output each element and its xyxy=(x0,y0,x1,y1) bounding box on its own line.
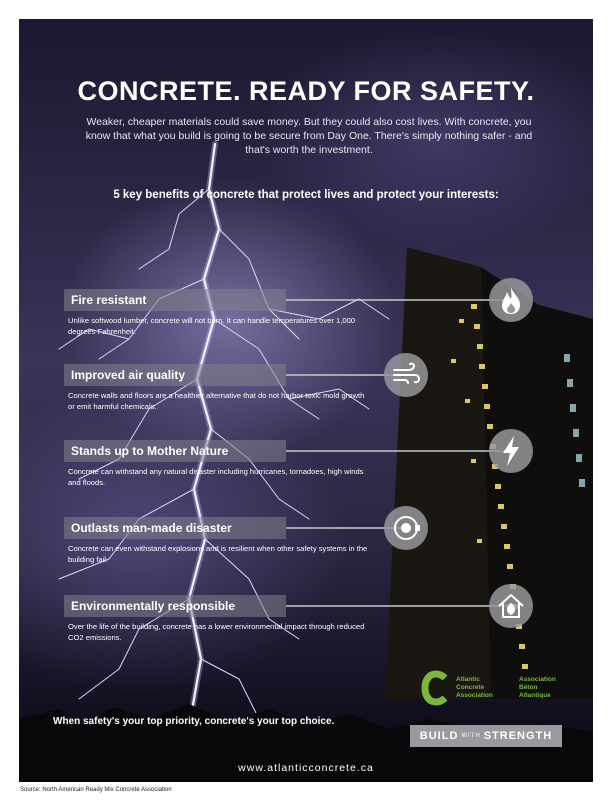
benefit-description: Over the life of the building, concrete has a lower environmental impact through reduced CO2 emissions. xyxy=(68,622,365,642)
connector-line xyxy=(286,299,514,301)
build-with-strength-badge: BUILD WITH STRENGTH xyxy=(410,725,562,747)
atlantic-concrete-logo xyxy=(421,667,571,712)
wind-icon xyxy=(384,353,428,397)
sprinkler-icon xyxy=(384,506,428,550)
benefit-title: Outlasts man-made disaster xyxy=(71,521,232,535)
benefit-title: Improved air quality xyxy=(71,368,186,382)
benefit-description: Concrete can even withstand explosions and is resilient when other safety systems in the building fail. xyxy=(68,544,368,564)
benefit-description: Concrete can withstand any natural disaster including hurricanes, tornadoes, high winds and floods. xyxy=(68,467,364,487)
benefit-description: Concrete walls and floors are a healthier alternative that do not harbor toxic mold growth or emit harmful chemicals. xyxy=(68,391,365,411)
benefit-title: Stands up to Mother Nature xyxy=(71,444,229,458)
benefit-description: Unlike softwood lumber, concrete will not burn. It can handle temperatures over 1,000 degrees Fahrenheit. xyxy=(68,316,356,336)
poster xyxy=(19,19,593,782)
logo-french-name: Association Béton Atlantique xyxy=(519,676,556,699)
eco-home-icon xyxy=(489,584,533,628)
source-citation: Source: North American Ready Mix Concrete Association xyxy=(20,787,172,793)
logo-c-icon xyxy=(421,670,451,706)
connector-line xyxy=(286,605,514,607)
logo-english-name: Atlantic Concrete Association xyxy=(456,676,493,699)
website-link[interactable]: www.atlanticconcrete.ca xyxy=(238,762,374,774)
benefits-heading: 5 key benefits of concrete that protect lives and protect your interests: xyxy=(113,189,499,201)
fire-icon xyxy=(489,278,533,322)
intro-paragraph: Weaker, cheaper materials could save money. But they could also cost lives. With concrete, you know that what you build is going to be secure from Day One. There's simply nothing safer - and that's worth the investment. xyxy=(85,116,533,156)
page-title: CONCRETE. READY FOR SAFETY. xyxy=(77,76,535,106)
lightning-icon xyxy=(489,429,533,473)
benefit-title: Fire resistant xyxy=(71,293,147,307)
benefit-title: Environmentally responsible xyxy=(71,599,236,613)
tagline: When safety's your top priority, concrete's your top choice. xyxy=(53,716,335,727)
tower-building xyxy=(385,247,593,699)
connector-line xyxy=(286,450,514,452)
